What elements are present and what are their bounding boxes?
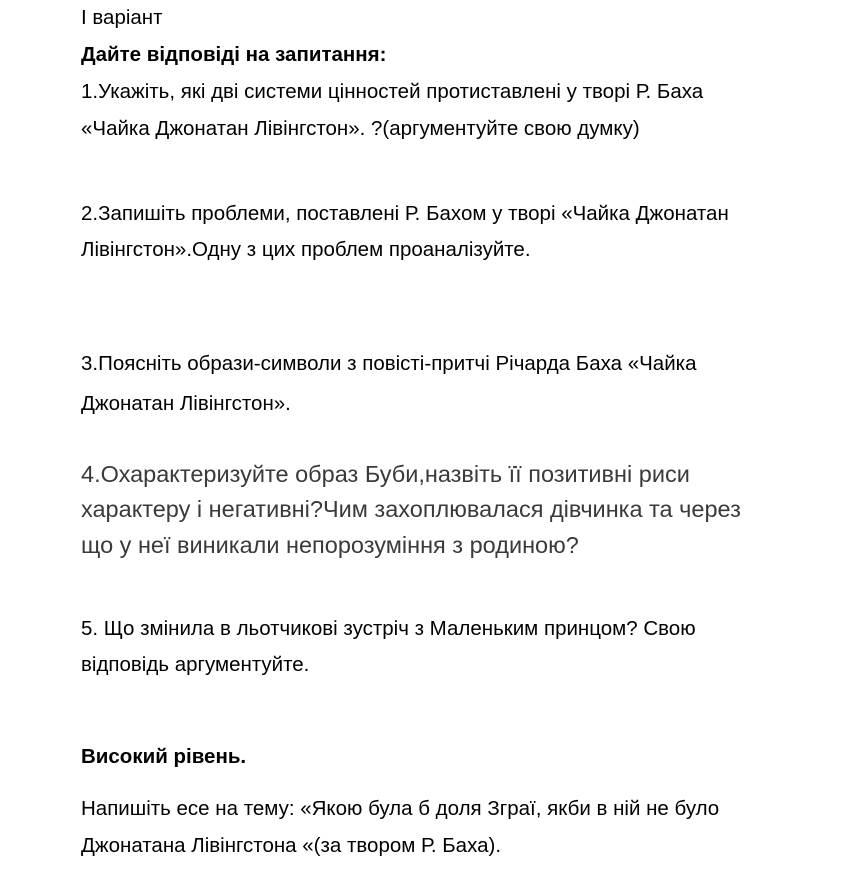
- question-4-line-1: 4.Охарактеризуйте образ Буби,назвіть її позитивні риси: [81, 461, 690, 487]
- variant-label: І варіант: [81, 6, 163, 29]
- question-3-line-1: 3.Поясніть образи-символи з повісті-притчі Річарда Баха «Чайка: [81, 352, 697, 375]
- question-5-line-1: 5. Що змінила в льотчикові зустріч з Маленьким принцом? Свою: [81, 617, 696, 640]
- essay-task-line-1: Напишіть есе на тему: «Якою була б доля Зграї, якби в ній не було: [81, 797, 720, 820]
- question-5-line-2: відповідь аргументуйте.: [81, 653, 310, 676]
- question-4-line-2: характеру і негативні?Чим захоплювалася дівчинка та через: [81, 496, 741, 522]
- question-1-line-2: «Чайка Джонатан Лівінгстон». ?(аргументуйте свою думку): [81, 117, 640, 140]
- essay-task-line-2: Джонатана Лівінгстона «(за твором Р. Баха).: [81, 834, 502, 857]
- high-level-heading: Високий рівень.: [81, 745, 247, 768]
- question-4-line-3: що у неї виникали непорозуміння з родиною?: [81, 532, 579, 558]
- question-2-line-1: 2.Запишіть проблеми, поставлені Р. Бахом у творі «Чайка Джонатан: [81, 202, 729, 225]
- question-1-line-1: 1.Укажіть, які дві системи цінностей протиставлені у творі Р. Баха: [81, 80, 704, 103]
- question-2-line-2: Лівінгстон».Одну з цих проблем проаналізуйте.: [81, 238, 531, 261]
- instruction-heading: Дайте відповіді на запитання:: [81, 43, 387, 66]
- question-3-line-2: Джонатан Лівінгстон».: [81, 392, 291, 415]
